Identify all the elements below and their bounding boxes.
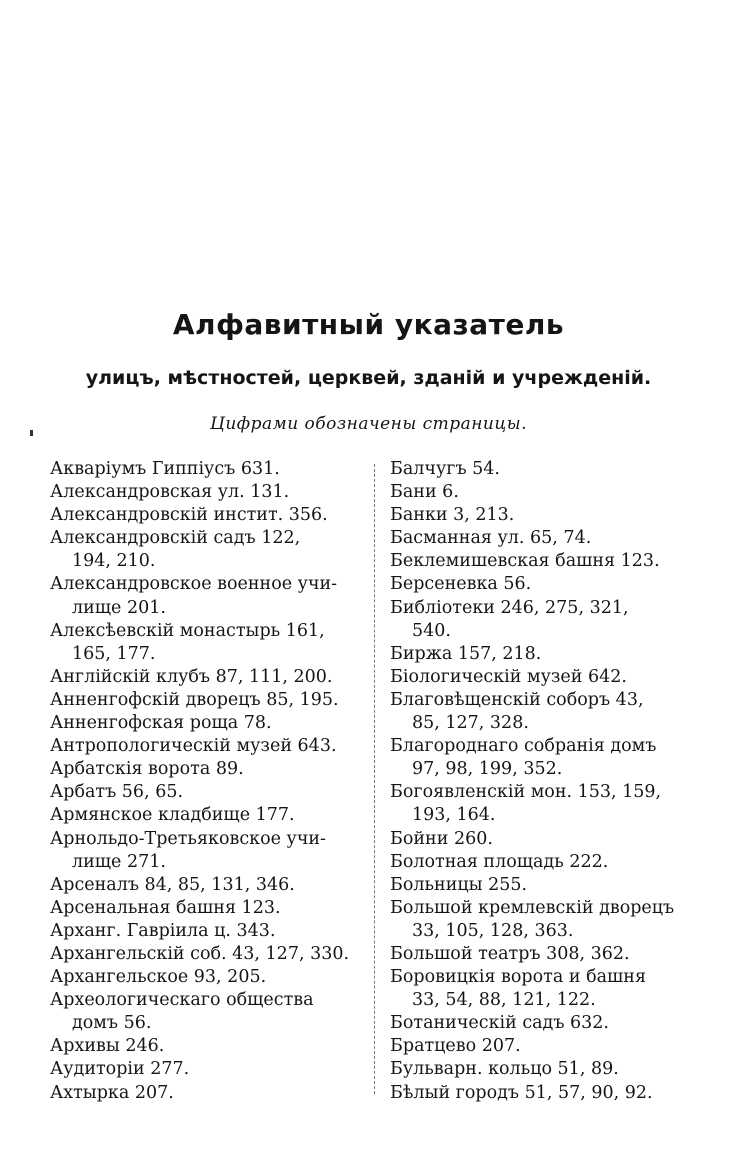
page-note: Цифрами обозначены страницы.: [210, 414, 527, 434]
index-entry-line: Берсеневка 56.: [390, 574, 532, 595]
index-entry: [390, 966, 690, 1012]
index-entry-line: Арнольдо-Третьяковское учи-: [50, 828, 326, 849]
index-entry: [390, 1012, 690, 1035]
index-entry: [390, 1082, 690, 1105]
index-entry-line: Боровицкія ворота и башня: [390, 967, 647, 988]
index-entry-continuation: 33, 54, 88, 121, 122.: [412, 990, 596, 1011]
index-entry-line: Александровское военное учи-: [50, 574, 338, 595]
index-entry-line: Англійскій клубъ 87, 111, 200.: [50, 666, 333, 687]
index-entry-line: Арханг. Гавріила ц. 343.: [50, 920, 276, 941]
index-entry-line: Антропологическій музей 643.: [50, 736, 337, 757]
index-entry-line: Благороднаго собранія домъ: [390, 736, 657, 757]
index-entry-continuation: 33, 105, 128, 363.: [412, 920, 574, 941]
index-entry-line: Арбатскія ворота 89.: [50, 759, 244, 780]
index-entry-line: Большой театръ 308, 362.: [390, 943, 630, 964]
index-entry: [390, 550, 690, 573]
index-entry-line: Бойни 260.: [390, 828, 493, 849]
index-entry: [390, 597, 690, 643]
index-entry: [50, 897, 362, 920]
index-entry-continuation: 193, 164.: [412, 805, 496, 826]
index-entry: [50, 620, 362, 666]
index-entry-line: Банки 3, 213.: [390, 505, 515, 526]
index-entry-continuation: лище 201.: [72, 597, 166, 618]
index-entry: [390, 828, 690, 851]
index-entry: [50, 966, 362, 989]
index-entry-line: Біологическій музей 642.: [390, 666, 627, 687]
index-entry: [50, 712, 362, 735]
index-entry: [50, 481, 362, 504]
index-entry: [50, 1035, 362, 1058]
index-entry-line: Археологическаго общества: [50, 990, 314, 1011]
index-entry-continuation: 85, 127, 328.: [412, 713, 529, 734]
index-entry: [390, 851, 690, 874]
index-entry-line: Ботаническій садъ 632.: [390, 1013, 609, 1034]
index-entry: [50, 1058, 362, 1081]
index-entry-line: Акваріумъ Гиппіусъ 631.: [50, 459, 280, 479]
index-entry-line: Богоявленскій мон. 153, 159,: [390, 782, 662, 803]
index-entry-line: Благовѣщенскій соборъ 43,: [390, 689, 644, 710]
index-entry: [390, 458, 690, 481]
index-entry-line: Алексѣевскій монастырь 161,: [50, 620, 325, 641]
index-entry: [50, 735, 362, 758]
index-column-right: [390, 458, 690, 1105]
index-entry: [390, 781, 690, 827]
index-entry: [50, 527, 362, 573]
index-entry: [50, 943, 362, 966]
index-entry-line: Болотная площадь 222.: [390, 851, 609, 872]
index-entry-line: Братцево 207.: [390, 1036, 521, 1057]
index-entry-line: Анненгофская роща 78.: [50, 713, 272, 734]
index-entry: [50, 504, 362, 527]
index-entry-continuation: 165, 177.: [72, 643, 156, 664]
index-entry-line: Балчугъ 54.: [390, 459, 500, 479]
index-entry-line: Большой кремлевскій дворецъ: [390, 897, 675, 918]
index-entry-line: Архивы 246.: [50, 1036, 165, 1057]
index-entry: [390, 573, 690, 596]
index-entry-continuation: домъ 56.: [72, 1013, 152, 1034]
index-entry: [50, 781, 362, 804]
index-entry: [390, 689, 690, 735]
index-entry-line: Армянское кладбище 177.: [50, 805, 295, 826]
index-entry-continuation: лище 271.: [72, 851, 166, 872]
index-entry-line: Архангельскій соб. 43, 127, 330.: [50, 943, 350, 964]
column-divider: [374, 464, 375, 1094]
index-entry-line: Больницы 255.: [390, 874, 528, 895]
index-entry: [390, 481, 690, 504]
index-entry-line: Александровская ул. 131.: [50, 482, 290, 503]
index-entry: [390, 735, 690, 781]
index-entry-line: Анненгофскій дворецъ 85, 195.: [50, 689, 339, 710]
index-entry-line: Архангельское 93, 205.: [50, 967, 267, 988]
index-entry: [390, 1058, 690, 1081]
index-entry: [50, 1082, 362, 1105]
index-entry: [50, 758, 362, 781]
index-entry: [390, 527, 690, 550]
index-entry: [50, 920, 362, 943]
index-entry: [390, 943, 690, 966]
index-entry: [50, 828, 362, 874]
index-entry-continuation: 540.: [412, 620, 451, 641]
index-entry-line: Арсенальная башня 123.: [50, 897, 281, 918]
index-entry: [50, 666, 362, 689]
index-entry-line: Бѣлый городъ 51, 57, 90, 92.: [390, 1082, 653, 1103]
index-entry-line: Арбатъ 56, 65.: [50, 782, 184, 803]
index-entry-line: Ахтырка 207.: [50, 1082, 174, 1103]
index-entry: [50, 689, 362, 712]
index-entry: [390, 643, 690, 666]
index-entry-line: Александровскій инстит. 356.: [50, 505, 328, 526]
page-title: Алфавитный указатель: [172, 308, 565, 341]
index-entry: [50, 458, 362, 481]
page-subtitle: улицъ, мѣстностей, церквей, зданій и учрежденій.: [85, 367, 652, 389]
index-entry: [390, 504, 690, 527]
index-entry: [50, 989, 362, 1035]
index-entry-line: Биржа 157, 218.: [390, 643, 542, 664]
index-entry: [50, 573, 362, 619]
index-entry-line: Басманная ул. 65, 74.: [390, 528, 592, 549]
index-entry-line: Бульварн. кольцо 51, 89.: [390, 1059, 619, 1080]
index-entry: [50, 874, 362, 897]
index-entry-line: Библіотеки 246, 275, 321,: [390, 597, 629, 618]
index-entry: [390, 666, 690, 689]
index-entry-line: Аудиторіи 277.: [50, 1059, 190, 1080]
index-entry-line: Арсеналъ 84, 85, 131, 346.: [50, 874, 295, 895]
index-entry: [390, 1035, 690, 1058]
index-entry-line: Александровскій садъ 122,: [50, 528, 301, 549]
index-entry: [390, 897, 690, 943]
index-column-left: [50, 458, 362, 1105]
index-entry: [50, 804, 362, 827]
index-entry-continuation: 97, 98, 199, 352.: [412, 759, 563, 780]
index-entry-line: Бани 6.: [390, 482, 459, 503]
print-mark: [30, 430, 33, 436]
index-entry-continuation: 194, 210.: [72, 551, 156, 572]
index-entry-line: Беклемишевская башня 123.: [390, 551, 660, 572]
index-entry: [390, 874, 690, 897]
